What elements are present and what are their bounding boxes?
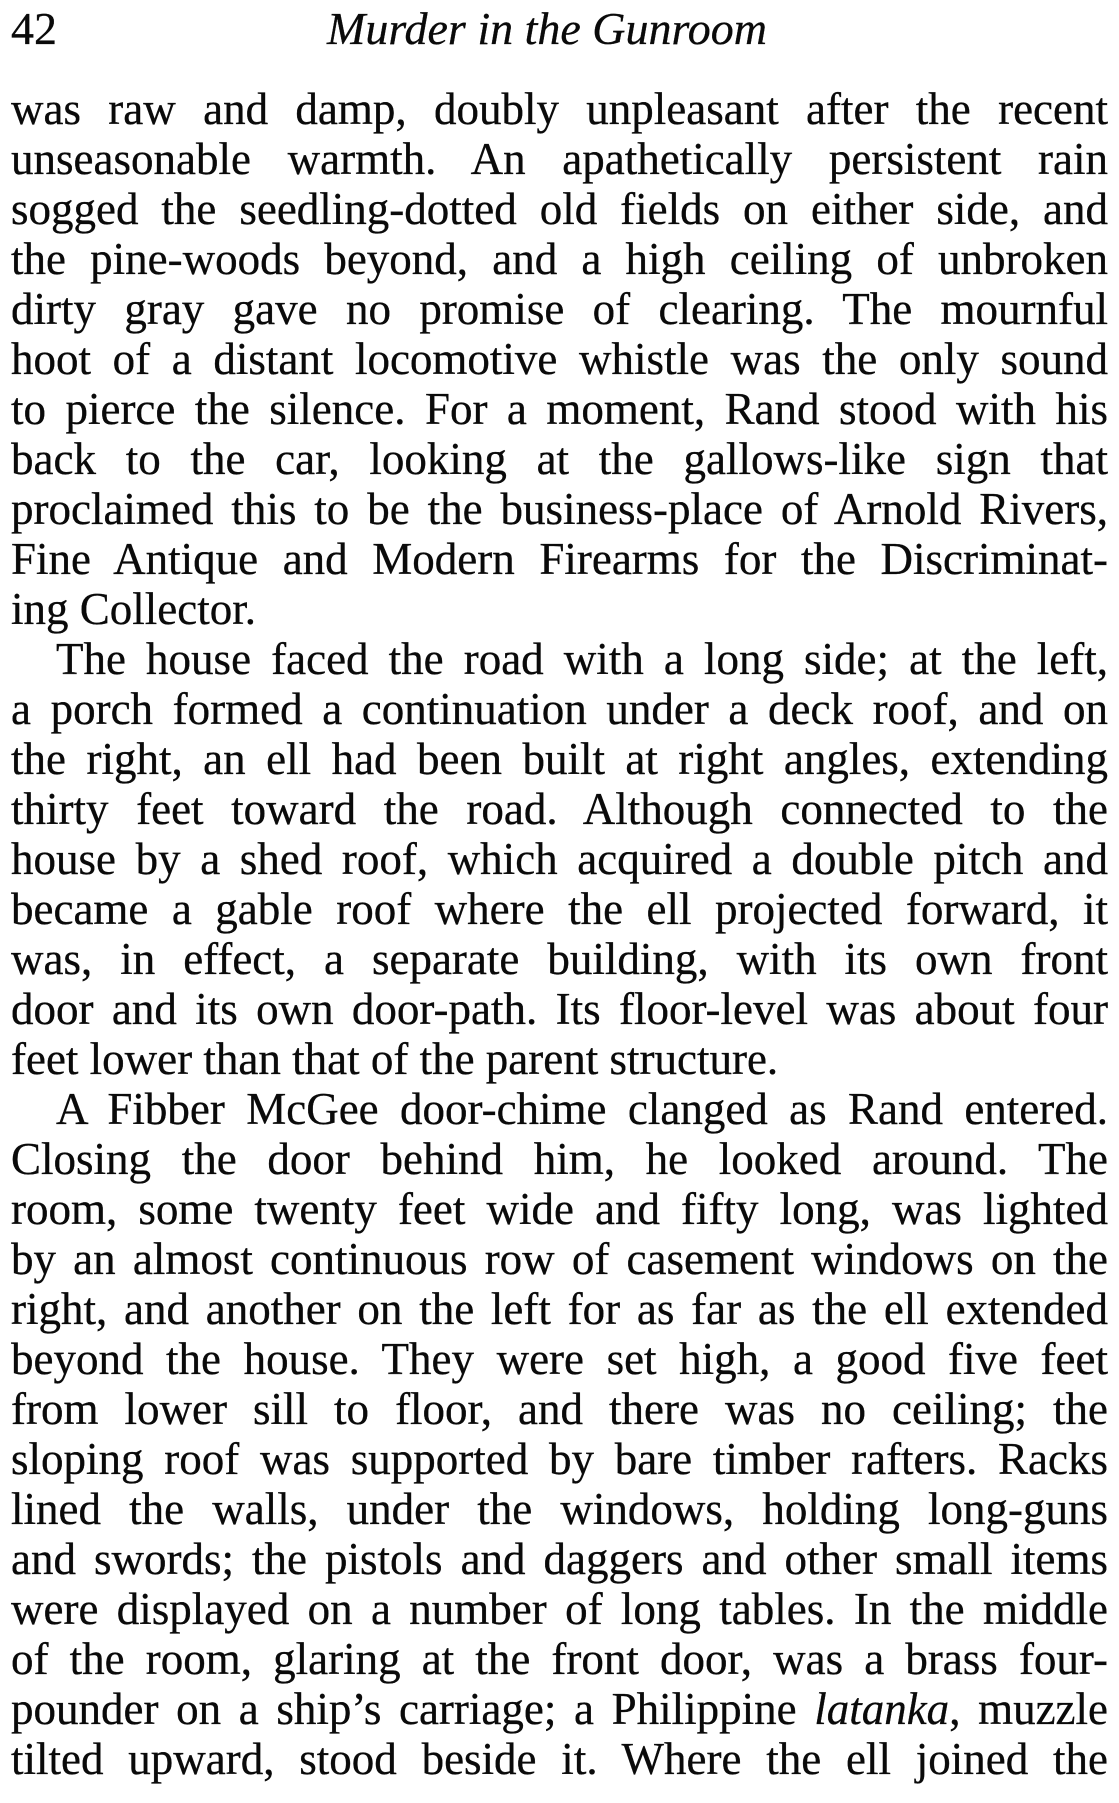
text-line: right, and another on the left for as far as the ell extended xyxy=(11,1284,1108,1334)
text-line: back to the car, looking at the gallows-like sign that xyxy=(11,434,1108,484)
text-line: the right, an ell had been built at right angles, extending xyxy=(11,734,1108,784)
running-title: Murder in the Gunroom xyxy=(327,3,767,54)
text-line: were displayed on a number of long tables. In the middle xyxy=(11,1584,1108,1634)
text-line: Fine Antique and Modern Firearms for the Discriminat- xyxy=(11,534,1108,584)
text-line xyxy=(11,1684,1108,1734)
text-line: sogged the seedling-dotted old fields on either side, and xyxy=(11,184,1108,234)
text-line: and swords; the pistols and daggers and other small items xyxy=(11,1534,1108,1584)
page-number: 42 xyxy=(11,3,57,54)
text-segment: , muzzle xyxy=(949,1684,1108,1734)
text-line: was, in effect, a separate building, with its own front xyxy=(11,934,1108,984)
text-line: of the room, glaring at the front door, was a brass four- xyxy=(11,1634,1108,1684)
text-line: feet lower than that of the parent structure. xyxy=(11,1034,779,1084)
text-line: a porch formed a continuation under a deck roof, and on xyxy=(11,684,1108,734)
text-line: room, some twenty feet wide and fifty long, was lighted xyxy=(11,1184,1108,1234)
text-line: unseasonable warmth. An apathetically persistent rain xyxy=(11,134,1108,184)
text-line: from lower sill to floor, and there was no ceiling; the xyxy=(11,1384,1108,1434)
text-line: door and its own door-path. Its floor-level was about four xyxy=(11,984,1108,1034)
text-line: thirty feet toward the road. Although connected to the xyxy=(11,784,1108,834)
paragraph xyxy=(11,84,1108,634)
text-line: the pine-woods beyond, and a high ceiling of unbroken xyxy=(11,234,1108,284)
text-line: beyond the house. They were set high, a good five feet xyxy=(11,1334,1108,1384)
text-line: sloping roof was supported by bare timber rafters. Racks xyxy=(11,1434,1108,1484)
text-line: A Fibber McGee door-chime clanged as Rand entered. xyxy=(56,1084,1108,1134)
text-line: became a gable roof where the ell projected forward, it xyxy=(11,884,1108,934)
text-line: ing Collector. xyxy=(11,584,256,634)
text-line: tilted upward, stood beside it. Where the ell joined the xyxy=(11,1734,1108,1784)
text-line: by an almost continuous row of casement windows on the xyxy=(11,1234,1108,1284)
text-line: dirty gray gave no promise of clearing. The mournful xyxy=(11,284,1108,334)
running-head xyxy=(11,4,1108,54)
text-line: hoot of a distant locomotive whistle was the only sound xyxy=(11,334,1108,384)
text-line: lined the walls, under the windows, holding long-guns xyxy=(11,1484,1108,1534)
text-line: Closing the door behind him, he looked around. The xyxy=(11,1134,1108,1184)
text-segment: pounder on a ship’s carriage; a Philippine xyxy=(11,1684,815,1734)
text-line: was raw and damp, doubly unpleasant after the recent xyxy=(11,84,1108,134)
paragraph xyxy=(11,634,1108,1084)
text-line: The house faced the road with a long side; at the left, xyxy=(56,634,1108,684)
italic-term: latanka xyxy=(814,1684,950,1734)
text-line: proclaimed this to be the business-place of Arnold Rivers, xyxy=(11,484,1108,534)
text-line: house by a shed roof, which acquired a double pitch and xyxy=(11,834,1108,884)
paragraph xyxy=(11,1084,1108,1784)
text-line: to pierce the silence. For a moment, Rand stood with his xyxy=(11,384,1108,434)
body-text xyxy=(11,84,1108,1784)
